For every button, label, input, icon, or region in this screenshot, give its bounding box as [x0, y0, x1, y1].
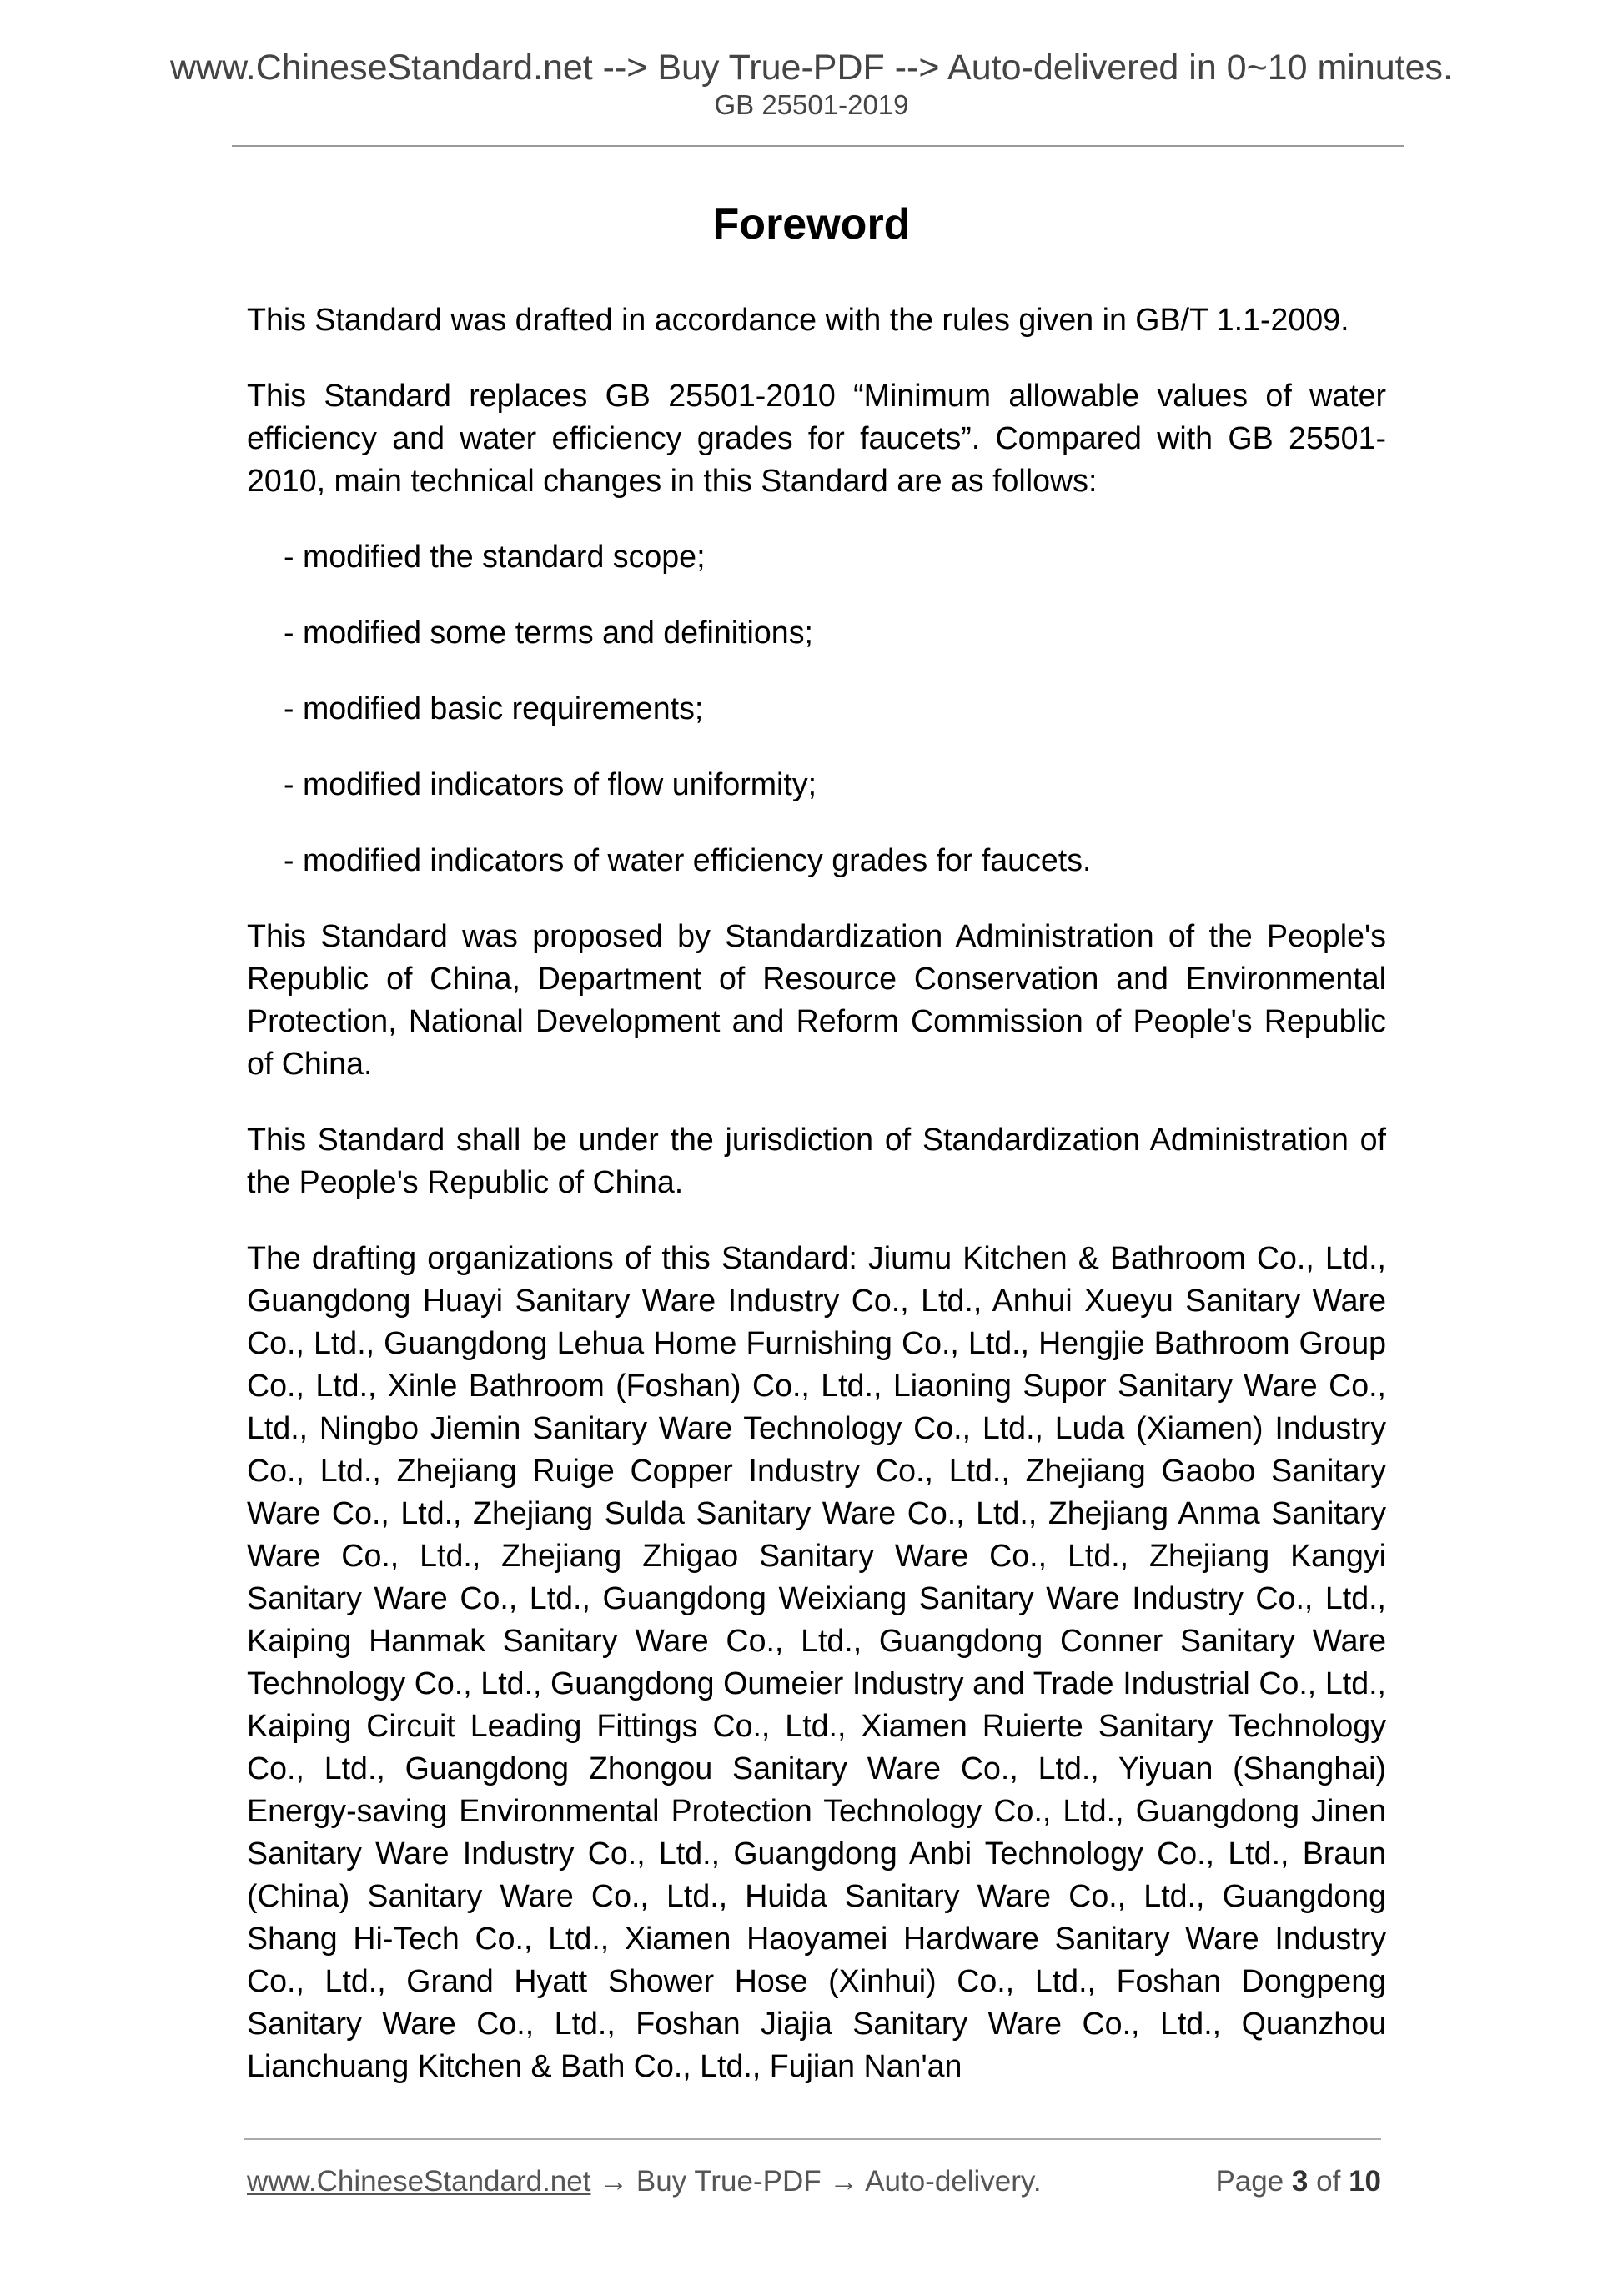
page-total: 10 [1349, 2165, 1381, 2198]
standard-code: GB 25501-2019 [714, 89, 909, 120]
change-item: - modified indicators of flow uniformity; [284, 766, 817, 801]
page-of: of [1316, 2165, 1341, 2198]
footer-left [247, 2162, 1042, 2202]
header-divider [232, 145, 1404, 147]
change-item: - modified some terms and definitions; [284, 615, 813, 650]
page-label: Page [1215, 2165, 1284, 2198]
page-current: 3 [1291, 2165, 1309, 2198]
paragraph-jurisdiction: This Standard shall be under the jurisdiction of Standardization Administration of the People's Republic of China. [247, 1122, 1386, 1199]
foreword-body [247, 299, 1386, 2088]
site-banner: www.ChineseStandard.net --> Buy True-PDF --> Auto-delivered in 0~10 minutes. [169, 48, 1453, 88]
footer-divider [244, 2138, 1381, 2140]
change-item: - modified indicators of water efficiency grades for faucets. [284, 842, 1092, 877]
paragraph-proposed-by: This Standard was proposed by Standardization Administration of the People's Republic of China, Department of Resource Conservation and Environmental Protection, National Development and Reform Commission of People's Republic of China. [247, 918, 1386, 1081]
page-title: Foreword [712, 200, 911, 249]
page-indicator [1215, 2162, 1381, 2202]
paragraph-replaces: This Standard replaces GB 25501-2010 “Minimum allowable values of water efficiency and water efficiency grades for faucets”. Compared with GB 25501-2010, main technical changes in this Standard are as follows: [247, 378, 1386, 498]
paragraph-drafting-organizations: The drafting organizations of this Standard: Jiumu Kitchen & Bathroom Co., Ltd., Guangdong Huayi Sanitary Ware Industry Co., Ltd., Anhui Xueyu Sanitary Ware Co., Ltd., Guangdong Lehua Home Furnishing Co., Ltd., Hengjie Bathroom Group Co., Ltd., Xinle Bathroom (Foshan) Co., Ltd., Liaoning Supor Sanitary Ware Co., Ltd., Ningbo Jiemin Sanitary Ware Technology Co., Ltd., Luda (Xiamen) Industry Co., Ltd., Zhejiang Ruige Copper Industry Co., Ltd., Zhejiang Gaobo Sanitary Ware Co., Ltd., Zhejiang Sulda Sanitary Ware Co., Ltd., Zhejiang Anma Sanitary Ware Co., Ltd., Zhejiang Zhigao Sanitary Ware Co., Ltd., Zhejiang Kangyi Sanitary Ware Co., Ltd., Guangdong Weixiang Sanitary Ware Industry Co., Ltd., Kaiping Hanmak Sanitary Ware Co., Ltd., Guangdong Conner Sanitary Ware Technology Co., Ltd., Guangdong Oumeier Industry and Trade Industrial Co., Ltd., Kaiping Circuit Leading Fittings Co., Ltd., Xiamen Ruierte Sanitary Technology Co., Ltd., Guangdong Zhongou Sanitary Ware Co., Ltd., Yiyuan (Shanghai) Energy-saving Environmental Protection Technology Co., Ltd., Guangdong Jinen Sanitary Ware Industry Co., Ltd., Guangdong Anbi Technology Co., Ltd., Braun (China) Sanitary Ware Co., Ltd., Huida Sanitary Ware Co., Ltd., Guangdong Shang Hi-Tech Co., Ltd., Xiamen Haoyamei Hardware Sanitary Ware Industry Co., Ltd., Grand Hyatt Shower Hose (Xinhui) Co., Ltd., Foshan Dongpeng Sanitary Ware Co., Ltd., Foshan Jiajia Sanitary Ware Co., Ltd., Quanzhou Lianchuang Kitchen & Bath Co., Ltd., Fujian Nan'an [247, 1240, 1386, 2083]
change-item: - modified basic requirements; [284, 691, 704, 726]
site-link[interactable]: www.ChineseStandard.net [247, 2165, 591, 2198]
page-footer [247, 2162, 1381, 2202]
footer-tagline: → Buy True-PDF → Auto-delivery. [590, 2165, 1042, 2198]
paragraph-drafting-rules: This Standard was drafted in accordance with the rules given in GB/T 1.1-2009. [247, 302, 1349, 337]
change-item: - modified the standard scope; [284, 539, 706, 574]
